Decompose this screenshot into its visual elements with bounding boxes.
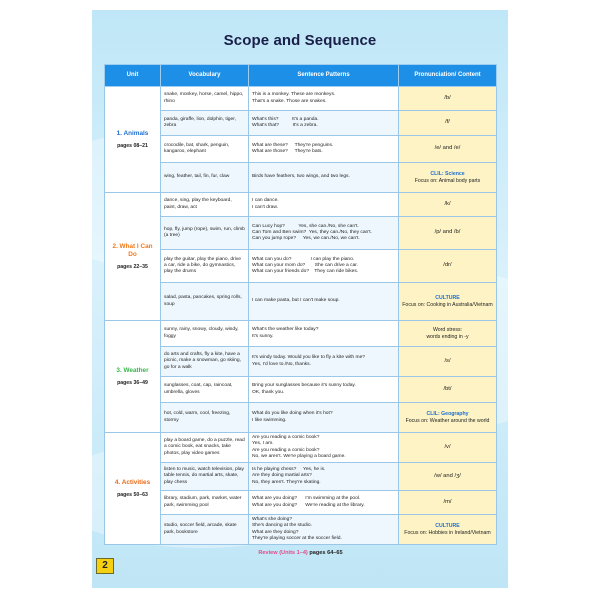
culture-focus: Focus on: Hobbies in Ireland/Vietnam [404,529,491,536]
page-number: 2 [96,558,114,574]
table-row [105,491,497,515]
clil-label: CLIL: Geography [426,410,469,417]
pronunciation-cell: /e/ and /e/ [399,136,497,163]
vocab-cell: sunny, rainy, snowy, cloudy, windy, foggy [161,321,249,347]
pronunciation-cell: /m/ [399,491,497,515]
sentence-cell: I can make pasta, but I can't make soup. [249,283,399,321]
unit-pages: pages 50–63 [117,491,148,498]
culture-label: CULTURE [435,294,460,301]
unit-name: 3. Weather [116,366,149,374]
unit-name: 2. What I Can Do [112,242,153,258]
sentence-cell: I can dance. I can't draw. [249,193,399,217]
vocab-cell: crocodile, bat, shark, penguin, kangaroo, elephant [161,136,249,163]
unit-cell [105,433,161,545]
vocab-cell: hot, cold, warm, cool, freezing, stormy [161,403,249,433]
vocab-cell: listen to music, watch television, play table tennis, do martial arts, skate, play chess [161,463,249,491]
review-pages: pages 64–65 [309,550,343,557]
pronunciation-cell [399,163,497,193]
sentence-cell: What's she doing? She's dancing at the studio. What are they doing? They're playing soccer at the soccer field. [249,515,399,545]
vocab-cell: wing, feather, tail, fin, fur, claw [161,163,249,193]
pronunciation-cell [399,403,497,433]
vocab-cell: play a board game, do a puzzle, read a comic book, eat snacks, take photos, play video games [161,433,249,463]
sentence-cell: Bring your sunglasses because it's sunny today. OK, thank you. [249,377,399,403]
unit-pages: pages 22–35 [117,263,148,270]
unit-cell [105,321,161,433]
sentence-cell: Can Lucy hop? Yes, she can./No, she can't. Can Tom and Ben swim? Yes, they can./No, they can't. Can you jump rope? Yes, we can./No, we can't. [249,217,399,250]
scope-sequence-table [104,64,497,559]
unit-name: 1. Animals [116,129,149,137]
pronunciation-cell: /f/ [399,111,497,136]
sentence-cell: What's this? It's a panda. What's that? It's a zebra. [249,111,399,136]
vocab-cell: studio, soccer field, arcade, skate park, bookstore [161,515,249,545]
table-row [105,136,497,163]
clil-focus: Focus on: Animal body parts [414,177,481,184]
sentence-cell: This is a monkey. These are monkeys. That's a snake. Those are snakes. [249,87,399,111]
sentence-cell: Birds have feathers, two wings, and two legs. [249,163,399,193]
pronunciation-cell: /v/ [399,433,497,463]
sentence-cell: Is he playing chess? Yes, he is. Are they doing martial arts? No, they aren't. They're skating. [249,463,399,491]
sentence-cell: What do you like doing when it's hot? I like swimming. [249,403,399,433]
review-row [105,545,497,560]
sentence-cell: What are you doing? I'm swimming at the pool. What are you doing? We're reading at the library. [249,491,399,515]
unit-pages: pages 36–49 [117,379,148,386]
table-row [105,193,497,217]
table-row [105,463,497,491]
clil-focus: Focus on: Weather around the world [405,417,490,424]
header-unit: Unit [105,65,161,87]
sentence-cell: What's the weather like today? It's sunny. [249,321,399,347]
vocab-cell: snake, monkey, horse, camel, hippo, rhino [161,87,249,111]
pronunciation-cell [399,515,497,545]
table-row [105,347,497,377]
vocab-cell: salad, pasta, pancakes, spring rolls, soup [161,283,249,321]
table-row [105,515,497,545]
sentence-cell: It's windy today. Would you like to fly a kite with me? Yes, I'd love to./No, thanks. [249,347,399,377]
word-stress-label: Word stress: [432,326,463,333]
vocab-cell: library, stadium, park, market, water park, swimming pool [161,491,249,515]
sentence-cell: What can you do? I can play the piano. What can your mom do? She can drive a car. What can your friends do? They can ride bikes. [249,250,399,283]
unit-pages: pages 08–21 [117,142,148,149]
pronunciation-cell [399,321,497,347]
table-row [105,377,497,403]
pronunciation-cell: /k/ [399,193,497,217]
table-row [105,403,497,433]
culture-focus: Focus on: Cooking in Australia/Vietnam [402,301,493,308]
vocab-cell: play the guitar, play the piano, drive a car, ride a bike, do gymnastics, play the drums [161,250,249,283]
table-row [105,163,497,193]
pronunciation-cell: /b/ [399,87,497,111]
table-row [105,321,497,347]
table-row [105,283,497,321]
table-row [105,433,497,463]
page-background [92,10,508,588]
table-row [105,250,497,283]
vocab-cell: do arts and crafts, fly a kite, have a picnic, make a snowman, go skiing, go for a walk [161,347,249,377]
page-title: Scope and Sequence [223,32,377,49]
unit-cell [105,193,161,321]
review-label: Review (Units 1–4) [258,550,308,557]
header-pronunciation: Pronunciation/ Content [399,65,497,87]
pronunciation-cell [399,283,497,321]
table-row [105,87,497,111]
culture-label: CULTURE [435,522,460,529]
pronunciation-cell: /bt/ [399,377,497,403]
unit-name: 4. Activities [114,478,151,486]
vocab-cell: hop, fly, jump (rope), swim, run, climb (a tree) [161,217,249,250]
unit-cell [105,87,161,193]
clil-label: CLIL: Science [430,170,465,177]
sentence-cell: What are these? They're penguins. What are those? They're bats. [249,136,399,163]
header-sentence-patterns: Sentence Patterns [249,65,399,87]
table-header-row [105,65,497,87]
sentence-cell: Are you reading a comic book? Yes, I am. Are you reading a comic book? No, we aren't. We're playing a board game. [249,433,399,463]
vocab-cell: panda, giraffe, lion, dolphin, tiger, zebra [161,111,249,136]
pronunciation-cell: /w/ and /ʒ/ [399,463,497,491]
pronunciation-cell: /s/ [399,347,497,377]
pronunciation-cell: /dr/ [399,250,497,283]
vocab-cell: sunglasses, coat, cap, raincoat, umbrella, gloves [161,377,249,403]
pronunciation-cell: /p/ and /b/ [399,217,497,250]
table-row [105,111,497,136]
word-stress-detail: words ending in -y [426,333,469,340]
table-row [105,217,497,250]
vocab-cell: dance, sing, play the keyboard, paint, draw, act [161,193,249,217]
header-vocabulary: Vocabulary [161,65,249,87]
review-cell [105,545,497,560]
